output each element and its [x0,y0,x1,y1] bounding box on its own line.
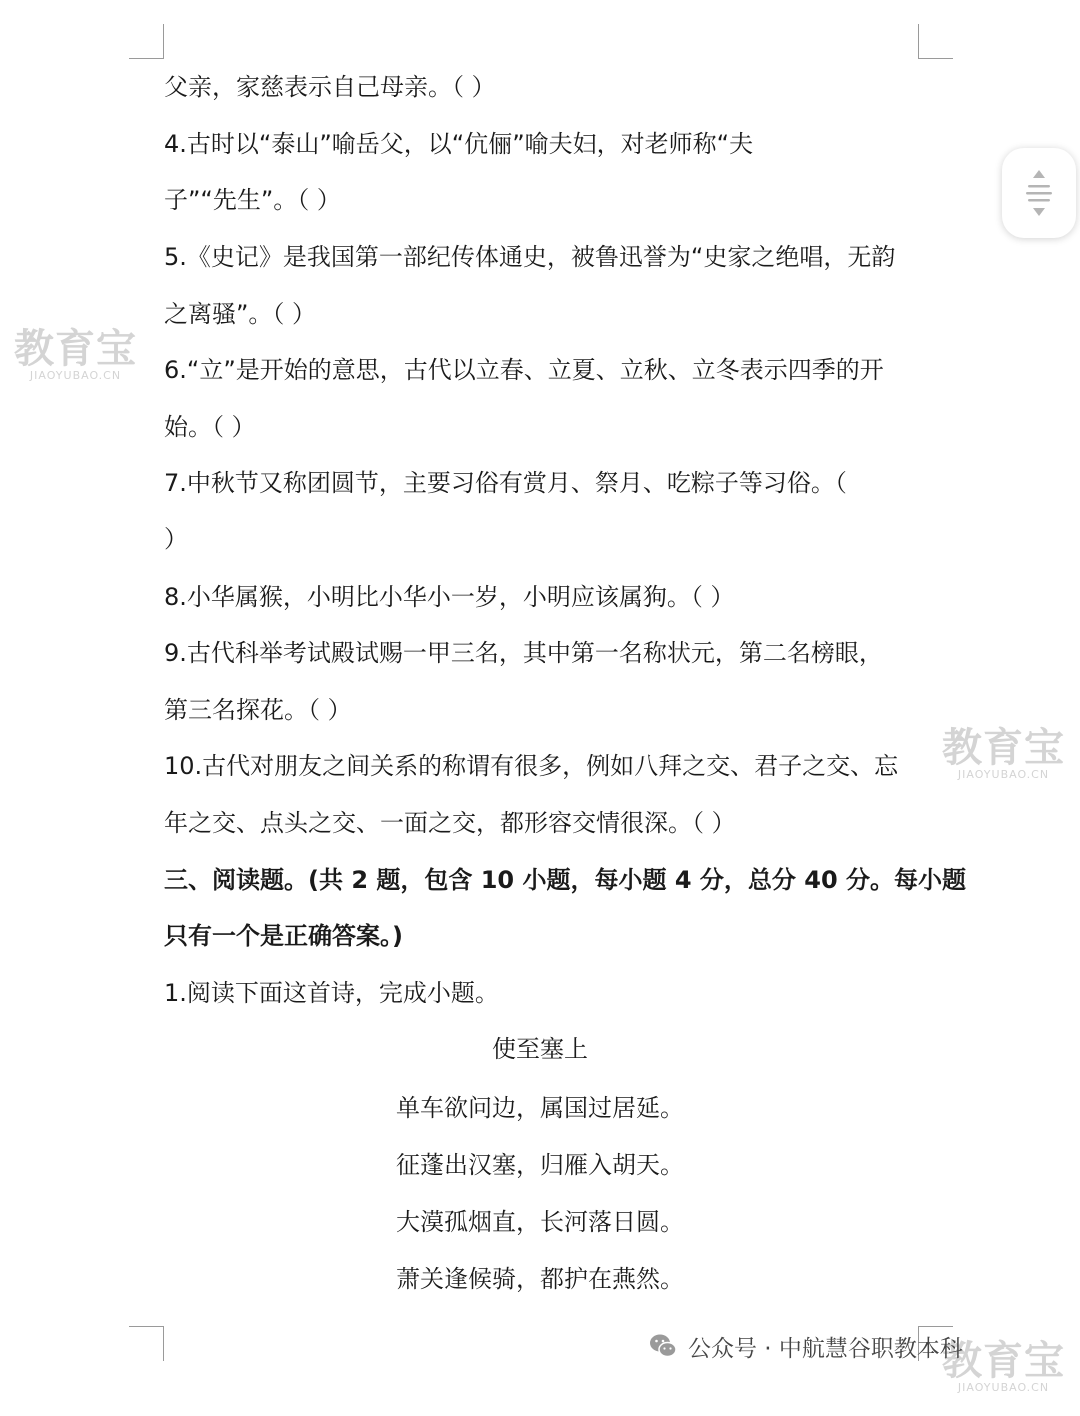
page-corner-top-left [129,24,164,59]
watermark-url: JIAOYUBAO.CN [957,1381,1050,1394]
watermark-url: JIAOYUBAO.CN [29,369,122,382]
question-6-line-2: 始。（ ） [164,413,256,441]
poem-line-2: 征蓬出汉塞，归雁入胡天。 [396,1151,684,1179]
question-9-line-1: 9.古代科举考试殿试赐一甲三名，其中第一名称状元，第二名榜眼， [164,639,883,667]
question-9-line-2: 第三名探花。（ ） [164,696,352,724]
question-5-line-1: 5.《史记》是我国第一部纪传体通史，被鲁迅誉为“史家之绝唱，无韵 [164,243,896,271]
wechat-icon [648,1331,678,1361]
page-corner-bottom-left [129,1326,164,1361]
watermark-text: 教育宝 [14,326,137,372]
question-6-line-1: 6.“立”是开始的意思，古代以立春、立夏、立秋、立冬表示四季的开 [164,356,884,384]
poem-title: 使至塞上 [492,1035,588,1063]
footer-account[interactable] [648,1326,963,1366]
watermark-right [942,727,1065,781]
question-4-line-2: 子”“先生”。（ ） [164,186,341,214]
question-7-line-2: ） [164,525,188,553]
section-heading-line-2: 只有一个是正确答案。) [164,922,403,950]
watermark-text: 教育宝 [942,1338,1065,1384]
watermark-text: 教育宝 [942,725,1065,771]
section-heading-line-1: 三、阅读题。(共 2 题，包含 10 小题，每小题 4 分，总分 40 分。每小题 [164,866,967,894]
poem-line-1: 单车欲问边，属国过居延。 [396,1094,684,1122]
watermark-url: JIAOYUBAO.CN [957,768,1050,781]
reading-intro: 1.阅读下面这首诗，完成小题。 [164,979,499,1007]
watermark-left [14,328,137,382]
scroll-arrows-icon [1022,168,1056,218]
question-10-line-2: 年之交、点头之交、一面之交，都形容交情很深。（ ） [164,809,736,837]
poem-line-3: 大漠孤烟直，长河落日圆。 [396,1208,684,1236]
question-line: 父亲，家慈表示自己母亲。（ ） [164,73,496,101]
question-7-line-1: 7.中秋节又称团圆节，主要习俗有赏月、祭月、吃粽子等习俗。（ [164,469,847,497]
question-4-line-1: 4.古时以“泰山”喻岳父，以“伉俪”喻夫妇，对老师称“夫 [164,130,754,158]
scroll-handle[interactable] [1002,148,1076,238]
question-5-line-2: 之离骚”。（ ） [164,300,317,328]
poem-line-4: 萧关逢候骑，都护在燕然。 [396,1265,684,1293]
page-corner-top-right [918,24,953,59]
question-10-line-1: 10.古代对朋友之间关系的称谓有很多，例如八拜之交、君子之交、忘 [164,752,899,780]
footer-text: 公众号 · 中航慧谷职教本科 [688,1335,963,1362]
question-8-line: 8.小华属猴，小明比小华小一岁，小明应该属狗。（ ） [164,583,735,611]
